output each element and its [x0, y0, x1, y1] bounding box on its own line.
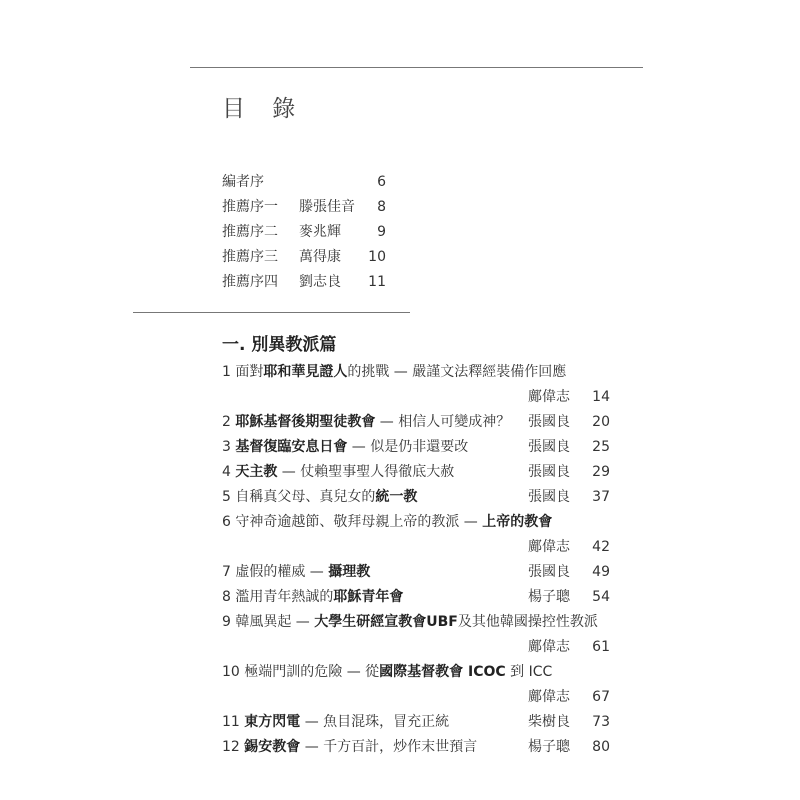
- entry-author-line: [222, 535, 610, 560]
- entry-author: 鄺偉志: [528, 539, 570, 555]
- entry-subject: 耶穌青年會: [333, 589, 404, 605]
- entry-title-line: [222, 585, 610, 610]
- entry-author-line: [222, 635, 610, 660]
- entry-page: 29: [592, 464, 610, 480]
- preface-label: 推薦序二: [222, 224, 278, 240]
- entry-title-line: [222, 460, 610, 485]
- entry-page: 80: [592, 739, 610, 755]
- toc-entry: [222, 610, 610, 660]
- preface-author: 萬得康: [299, 249, 341, 265]
- entry-title-line: [222, 610, 610, 635]
- preface-label: 推薦序四: [222, 274, 278, 290]
- toc-entry: [222, 710, 610, 735]
- entry-title: 9 韓風異起 — 大學生研經宣教會UBF及其他韓國操控性教派: [222, 614, 598, 630]
- entry-subject: 大學生研經宣教會UBF: [314, 614, 458, 630]
- entry-title-line: [222, 660, 610, 685]
- preface-page: 11: [368, 274, 386, 290]
- preface-author: 滕張佳音: [299, 199, 355, 215]
- entry-title: 6 守神奇逾越節、敬拜母親上帝的教派 — 上帝的教會: [222, 514, 553, 530]
- entry-title: 5 自稱真父母、真兒女的統一教: [222, 489, 418, 505]
- entry-title-line: [222, 710, 610, 735]
- preface-page: 8: [377, 199, 386, 215]
- preface-label: 推薦序三: [222, 249, 278, 265]
- section-rule: [133, 312, 410, 313]
- entry-author: 柴樹良: [528, 714, 570, 730]
- preface-row: [222, 245, 386, 270]
- entry-author-line: [222, 685, 610, 710]
- entry-title: 4 天主教 — 仗賴聖事聖人得徹底大赦: [222, 464, 455, 480]
- entry-page: 54: [592, 589, 610, 605]
- preface-row: [222, 195, 386, 220]
- entry-title: 3 基督復臨安息日會 — 似是仍非還要改: [222, 439, 469, 455]
- preface-page: 6: [377, 174, 386, 190]
- entry-author: 鄺偉志: [528, 689, 570, 705]
- entry-title: 12 錫安教會 — 千方百計，炒作末世預言: [222, 739, 478, 755]
- entry-page: 37: [592, 489, 610, 505]
- entry-page: 25: [592, 439, 610, 455]
- toc-entry: [222, 585, 610, 610]
- entry-subject: 上帝的教會: [482, 514, 553, 530]
- entry-title-line: [222, 485, 610, 510]
- entry-title: 2 耶穌基督後期聖徒教會 — 相信人可變成神？: [222, 414, 511, 430]
- toc-entry: [222, 510, 610, 560]
- toc-entry: [222, 410, 610, 435]
- toc-entry: [222, 660, 610, 710]
- preface-author: 麥兆輝: [299, 224, 341, 240]
- toc-entry: [222, 485, 610, 510]
- entry-subject: 基督復臨安息日會: [235, 439, 348, 455]
- entry-title-line: [222, 360, 610, 385]
- entry-page: 61: [592, 639, 610, 655]
- preface-row: [222, 270, 386, 295]
- entry-author-line: [222, 385, 610, 410]
- toc-entry: [222, 360, 610, 410]
- entry-author: 張國良: [528, 489, 570, 505]
- preface-label: 推薦序一: [222, 199, 278, 215]
- entry-title: 10 極端門訓的危險 — 從國際基督教會 ICOC 到 ICC: [222, 664, 553, 680]
- entry-title: 11 東方閃電 — 魚目混珠，冒充正統: [222, 714, 450, 730]
- entry-page: 42: [592, 539, 610, 555]
- entry-title-line: [222, 735, 610, 760]
- entry-title-line: [222, 510, 610, 535]
- toc-entries: [222, 360, 610, 760]
- toc-entry: [222, 435, 610, 460]
- preface-list: [222, 170, 386, 295]
- toc-entry: [222, 460, 610, 485]
- entry-author: 張國良: [528, 439, 570, 455]
- entry-subject: 統一教: [375, 489, 418, 505]
- entry-author: 楊子聰: [528, 589, 570, 605]
- entry-author: 張國良: [528, 414, 570, 430]
- entry-title: 8 濫用青年熱誠的耶穌青年會: [222, 589, 404, 605]
- entry-subject: 攝理教: [328, 564, 371, 580]
- preface-page: 9: [377, 224, 386, 240]
- entry-author: 張國良: [528, 564, 570, 580]
- entry-title-line: [222, 435, 610, 460]
- preface-author: 劉志良: [299, 274, 341, 290]
- entry-subject: 天主教: [235, 464, 278, 480]
- entry-subject: 錫安教會: [244, 739, 301, 755]
- entry-title-line: [222, 410, 610, 435]
- entry-title-line: [222, 560, 610, 585]
- entry-subject: 國際基督教會 ICOC: [379, 664, 506, 680]
- preface-label: 編者序: [222, 174, 264, 190]
- toc-entry: [222, 735, 610, 760]
- preface-page: 10: [368, 249, 386, 265]
- preface-row: [222, 170, 386, 195]
- entry-page: 67: [592, 689, 610, 705]
- entry-subject: 耶和華見證人: [263, 364, 348, 380]
- entry-page: 73: [592, 714, 610, 730]
- toc-entry: [222, 560, 610, 585]
- page-title: 目 錄: [222, 96, 306, 122]
- entry-page: 49: [592, 564, 610, 580]
- entry-subject: 東方閃電: [244, 714, 301, 730]
- entry-page: 14: [592, 389, 610, 405]
- entry-page: 20: [592, 414, 610, 430]
- entry-author: 鄺偉志: [528, 639, 570, 655]
- entry-subject: 耶穌基督後期聖徒教會: [235, 414, 376, 430]
- entry-title: 1 面對耶和華見證人的挑戰 — 嚴謹文法釋經裝備作回應: [222, 364, 567, 380]
- entry-author: 鄺偉志: [528, 389, 570, 405]
- section-title: 一. 別異教派篇: [222, 335, 337, 355]
- entry-author: 張國良: [528, 464, 570, 480]
- preface-row: [222, 220, 386, 245]
- entry-title: 7 虛假的權威 — 攝理教: [222, 564, 371, 580]
- entry-author: 楊子聰: [528, 739, 570, 755]
- top-rule: [190, 67, 643, 68]
